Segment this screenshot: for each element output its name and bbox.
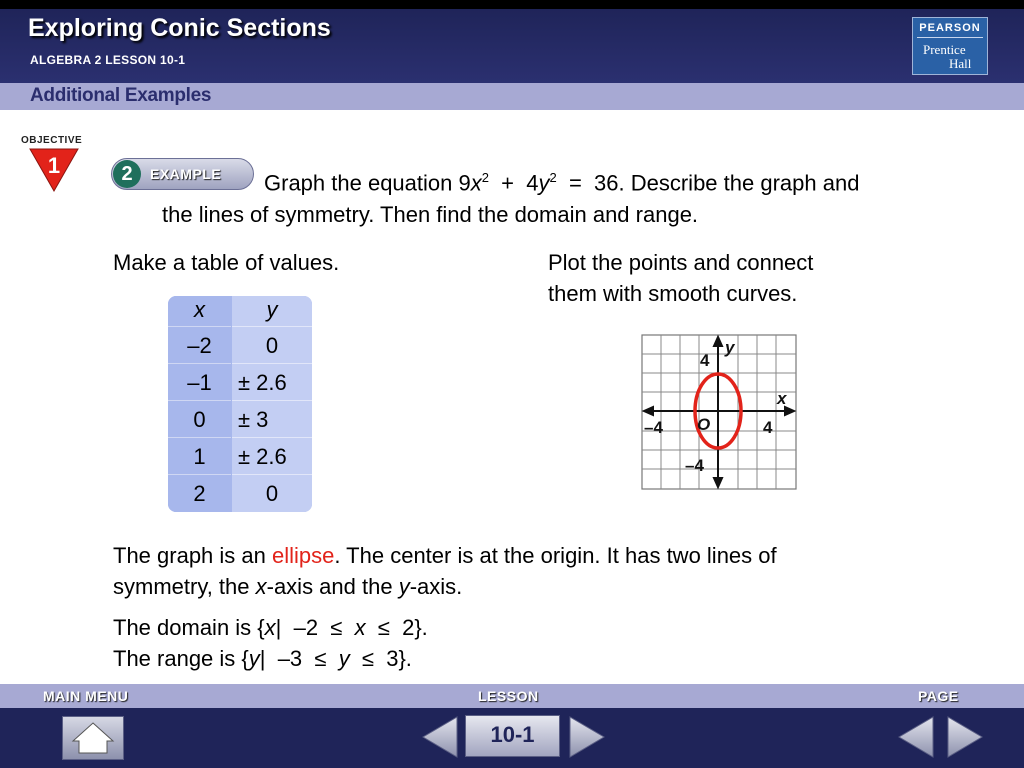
table-cell-x: –2: [168, 327, 231, 364]
table-header-y: y: [232, 296, 312, 327]
main-menu-home-button[interactable]: [62, 716, 124, 760]
logo-line-pearson: PEARSON: [919, 22, 981, 34]
home-icon: [63, 717, 123, 759]
table-row: [168, 327, 312, 364]
table-cell-y: 0: [232, 475, 312, 512]
left-arrow-icon: [423, 717, 457, 757]
table-cell-x: –1: [168, 364, 231, 401]
pearson-logo: [912, 17, 988, 75]
x-axis-label: x: [777, 389, 787, 408]
logo-divider: [917, 37, 983, 38]
table-cell-x: 1: [168, 438, 231, 475]
y-axis-label: y: [725, 338, 735, 357]
page-label: PAGE: [918, 688, 959, 704]
table-row: [168, 364, 312, 401]
conclusion-line-1: The graph is an ellipse. The center is at the origin. It has two lines of: [113, 543, 777, 568]
problem-line-1: Graph the equation $9x^2 + 4y^2 = 36$. Describe the graph and: [264, 170, 860, 196]
ellipse-graph: [641, 334, 797, 490]
table-cell-y: ± 3: [232, 401, 312, 438]
logo-line-hall: Hall: [949, 56, 972, 71]
table-cell-x: 0: [168, 401, 231, 438]
problem-line-2: the lines of symmetry. Then find the domain and range.: [162, 202, 699, 227]
pos-x-tick-label: 4: [763, 418, 773, 437]
objective-label: OBJECTIVE: [21, 135, 83, 146]
example-number: 2: [113, 160, 141, 188]
ellipse-highlight: ellipse: [271, 543, 335, 568]
left-arrow-icon: [899, 717, 933, 757]
page-next-button[interactable]: [946, 715, 984, 759]
domain-statement: The domain is {x| –2 ≤ x ≤ 2}.: [113, 615, 428, 640]
table-cell-x: 2: [168, 475, 231, 512]
page-prev-button[interactable]: [897, 715, 935, 759]
pos-y-tick-label: 4: [700, 351, 710, 370]
conclusion-line-2: symmetry, the x-axis and the y-axis.: [113, 574, 463, 599]
plot-instruction-line-1: Plot the points and connect: [548, 250, 814, 275]
main-menu-label: MAIN MENU: [43, 688, 129, 704]
range-statement: The range is {y| –3 ≤ y ≤ 3}.: [113, 646, 412, 671]
neg-y-tick-label: –4: [685, 456, 704, 475]
lesson-next-button[interactable]: [568, 715, 606, 759]
table-header-x: x: [168, 296, 231, 327]
table-row: [168, 438, 312, 475]
right-arrow-icon: [948, 717, 982, 757]
lesson-label: LESSON: [478, 688, 539, 704]
page-title: Exploring Conic Sections: [28, 14, 331, 42]
right-arrow-icon: [570, 717, 604, 757]
lesson-number-button[interactable]: 10-1: [465, 715, 560, 757]
table-row: [168, 401, 312, 438]
example-label: EXAMPLE: [150, 166, 222, 182]
table-header-row: [168, 296, 312, 327]
section-title: Additional Examples: [30, 85, 212, 106]
neg-x-tick-label: –4: [644, 418, 663, 437]
objective-number: 1: [47, 153, 61, 178]
table-cell-y: ± 2.6: [232, 438, 312, 475]
table-cell-y: ± 2.6: [232, 364, 312, 401]
values-table: [168, 296, 312, 512]
lesson-subtitle: ALGEBRA 2 LESSON 10-1: [30, 53, 186, 67]
lesson-prev-button[interactable]: [421, 715, 459, 759]
plot-instruction-line-2: them with smooth curves.: [548, 281, 798, 306]
table-cell-y: 0: [232, 327, 312, 364]
logo-line-prentice: Prentice: [923, 42, 966, 57]
table-row: [168, 475, 312, 512]
objective-badge-icon: [28, 147, 80, 193]
origin-label: O: [697, 415, 711, 434]
table-instruction: Make a table of values.: [113, 250, 340, 275]
